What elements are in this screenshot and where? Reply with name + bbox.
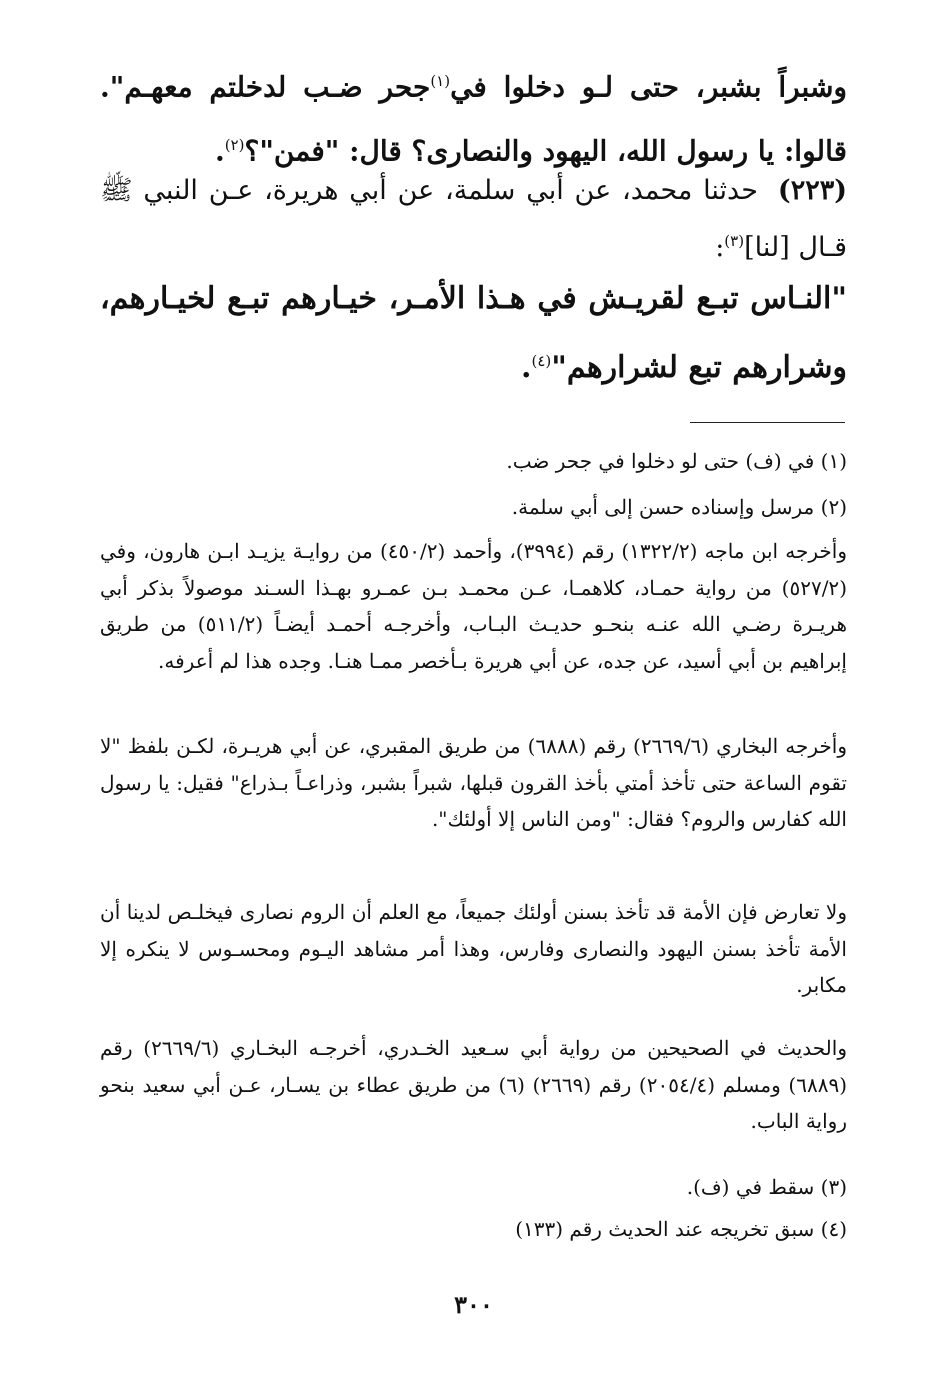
footnote-2-paragraph-ibn-majah: وأخرجه ابن ماجه (١٣٢٢/٢) رقم (٣٩٩٤)، وأحمد (٤٥٠/٢) من روايـة يزيـد ابـن هارون، وفي (٥٢٧/٢) من رواية حمـاد، كلاهمـا، عـن محمـد بـن عمـرو بهـذا السـند موصولاً بذكر أبي هريـرة رضـي الله عنـه بنحـو حديـث البـاب، وأخرجـه أحمـد أيضـاً (٥١١/٢) من طريق إبراهيم بن أبي أسيد، عن جده، عن أبي هريرة بـأخصر ممـا هنـا. وجده هذا لم أعرفه. — [100, 539, 848, 673]
footnote-2-paragraph-note: ولا تعارض فإن الأمة قد تأخذ بسنن أولئك جميعاً، مع العلم أن الروم نصارى فيخلـص لدينا أن الأمة تأخذ بسنن اليهود والنصارى وفارس، وهذا أمر مشاهد اليـوم ومحسـوس لا ينكره إلا مكابر. — [100, 900, 847, 997]
footnote-1: (١) في (ف) حتى لو دخلوا في جحر ضب. — [506, 449, 847, 473]
matn-1-text: وشبراً بشبر، حتى لـو دخلوا في — [450, 70, 847, 104]
page-number: ٣٠٠ — [454, 1290, 493, 1319]
footnote-3: (٣) سقط في (ف). — [686, 1175, 847, 1199]
matn-1-tail: . — [214, 134, 225, 168]
footnote-2-paragraph-sahihayn: والحديث في الصحيحين من رواية أبي سـعيد الخـدري، أخرجـه البخـاري (٢٦٦٩/٦) رقم (٦٨٨٩) ومسلم (٢٠٥٤/٤) رقم (٢٦٦٩) (٦) من طريق عطاء بن يسـار، عـن أبي سعيد بنحو رواية الباب. — [100, 1036, 847, 1133]
footnote-ref-3: (٣) — [724, 232, 745, 250]
footnote-ref-2: (٢) — [224, 136, 245, 155]
footnote-2-paragraph-bukhari: وأخرجه البخاري (٢٦٦٩/٦) رقم (٦٨٨٨) من طريق المقبري، عن أبي هريـرة، لكـن بلفظ "لا تقوم الساعة حتى تأخذ أمتي بأخذ القرون قبلها، شبراً بشبر، وذراعـاً بـذراع" فقيل: يا رسول الله كفارس والروم؟ فقال: "ومن الناس إلا أولئك". — [100, 734, 847, 831]
footnote-ref-4: (٤) — [531, 352, 552, 370]
footnote-4: (٤) سبق تخريجه عند الحديث رقم (١٣٣) — [515, 1217, 847, 1241]
matn-2-tail: . — [521, 350, 532, 385]
hadith-223-isnad — [100, 166, 847, 273]
matn-continuation — [100, 52, 847, 181]
footnote-separator — [690, 422, 845, 423]
footnote-2: (٢) مرسل وإسناده حسن إلى أبي سلمة. — [511, 495, 847, 519]
hadith-number: (٢٢٣) — [777, 175, 847, 206]
hadith-223-tail: : — [715, 232, 725, 263]
matn-1-text-2: جحر ضـب لدخلتم معهـم". قالوا: يا رسول الله، اليهود والنصارى؟ قال: "فمن"؟ — [100, 70, 847, 168]
footnote-ref-1: (١) — [430, 72, 451, 90]
matn-hadith-223 — [100, 268, 847, 399]
matn-2-text: "النـاس تبـع لقريـش في هـذا الأمـر، خيـارهم تبـع لخيـارهم، وشرارهم تبع لشرارهم" — [100, 281, 847, 385]
hadith-223-text: حدثنا محمد، عن أبي سلمة، عن أبي هريرة، عـن النبي ﷺ قـال [لنا] — [100, 175, 847, 263]
